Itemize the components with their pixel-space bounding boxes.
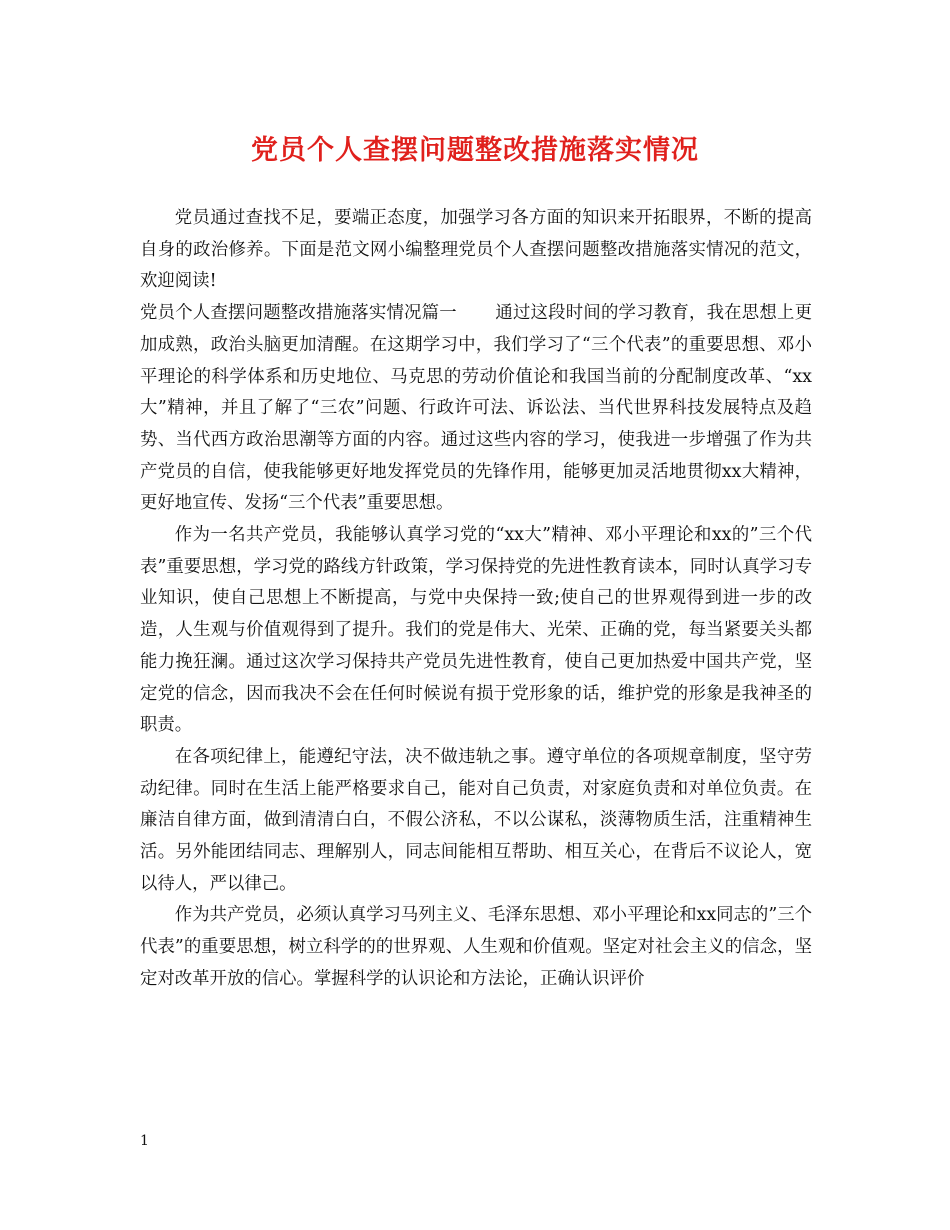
- document-body: [140, 203, 812, 996]
- page-number: 1: [140, 1133, 149, 1149]
- intro-paragraph: 党员通过查找不足，要端正态度，加强学习各方面的知识来开拓眼界，不断的提高自身的政治修养。下面是范文网小编整理党员个人查摆问题整改措施落实情况的范文，欢迎阅读!: [140, 208, 812, 292]
- section-paragraph: [140, 298, 812, 520]
- section-heading: 党员个人查摆问题整改措施落实情况篇一: [140, 303, 457, 324]
- section-first-text: 通过这段时间的学习教育，我在思想上更加成熟，政治头脑更加清醒。在这期学习中，我们学习了“三个代表”的重要思想、邓小平理论的科学体系和历史地位、马克思的劳动价值论和我国当前的分配制度改革、“xx大”精神，并且了解了“三农”问题、行政许可法、诉讼法、当代世界科技发展特点及趋势、当代西方政治思潮等方面的内容。通过这些内容的学习，使我进一步增强了作为共产党员的自信，使我能够更好地发挥党员的先锋作用，能够更加灵活地贯彻xx大精神，更好地宣传、发扬“三个代表”重要思想。: [140, 303, 812, 514]
- body-paragraph: 在各项纪律上，能遵纪守法，决不做违轨之事。遵守单位的各项规章制度，坚守劳动纪律。同时在生活上能严格要求自己，能对自己负责，对家庭负责和对单位负责。在廉洁自律方面，做到清清白白，不假公济私，不以公谋私，淡薄物质生活，注重精神生活。另外能团结同志、理解别人，同志间能相互帮助、相互关心，在背后不议论人，宽以待人，严以律己。: [140, 746, 812, 894]
- body-paragraph: 作为共产党员，必须认真学习马列主义、毛泽东思想、邓小平理论和xx同志的”三个代表”的重要思想，树立科学的的世界观、人生观和价值观。坚定对社会主义的信念，坚定对改革开放的信心。掌握科学的认识论和方法论，正确认识评价: [140, 905, 812, 989]
- body-paragraph: 作为一名共产党员，我能够认真学习党的“xx大”精神、邓小平理论和xx的”三个代表”重要思想，学习党的路线方针政策，学习保持党的先进性教育读本，同时认真学习专业知识，使自己思想上不断提高，与党中央保持一致;使自己的世界观得到进一步的改造，人生观与价值观得到了提升。我们的党是伟大、光荣、正确的党，每当紧要关头都能力挽狂澜。通过这次学习保持共产党员先进性教育，使自己更加热爱中国共产党，坚定党的信念，因而我决不会在任何时候说有损于党形象的话，维护党的形象是我神圣的职责。: [140, 525, 812, 736]
- document-title: 党员个人查摆问题整改措施落实情况: [251, 135, 699, 166]
